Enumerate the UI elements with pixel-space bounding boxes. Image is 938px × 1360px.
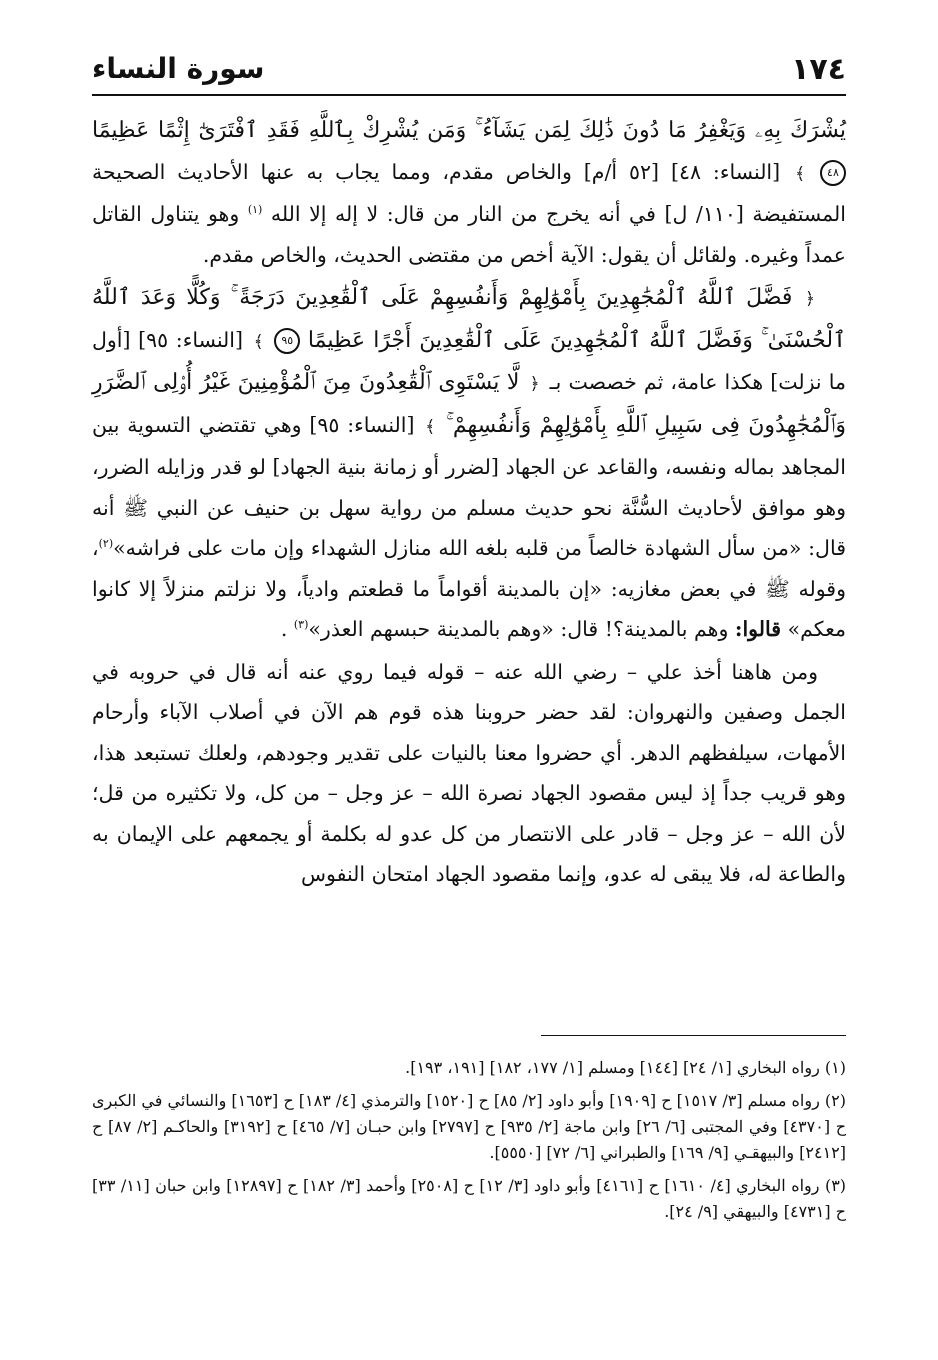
footnote-ref: (١) [247,203,263,217]
text-run: وهم بالمدينة؟! قال: [560,617,729,641]
paragraph-1 [92,110,846,275]
quran-verse: فَضَّلَ ٱللَّهُ ٱلْمُجَٰهِدِينَ بِأَمْوَٰلِهِمْ وَأَنفُسِهِمْ عَلَى ٱلْقَٰعِدِينَ دَرَجَةً ۚ وَكُلًّا وَعَدَ ٱللَّهُ ٱلْحُسْنَىٰ ۚ وَفَضَّلَ ٱللَّهُ ٱلْمُجَٰهِدِينَ عَلَى ٱلْقَٰعِدِينَ أَجْرًا عَظِيمًا [92,285,846,353]
paragraph-3 [92,652,846,895]
footnotes [92,1055,846,1232]
quran-verse: لَّا يَسْتَوِى ٱلْقَٰعِدُونَ مِنَ ٱلْمُؤْمِنِينَ غَيْرُ أُو۟لِى ٱلضَّرَرِ وَٱلْمُجَٰهِدُونَ فِى سَبِيلِ ٱللَّهِ بِأَمْوَٰلِهِمْ وَأَنفُسِهِمْ ۚ [92,370,846,438]
verse-reference: [النساء: ٤٨] [670,159,781,184]
footnote-2: (٢) رواه مسلم [٣/ ١٥١٧] ح [١٩٠٩] وأبو داود [٢/ ٨٥] ح [١٥٢٠] والترمذي [٤/ ١٨٣] ح [١٦٥٣] والنسائي في الكبرى ح [٤٣٧٠] وفي المجتبى [٦/ ٢٦] وابن ماجة [٢/ ٩٣٥] ح [٢٧٩٧] وابن حبـان [٧/ ٤٦٥] ح [٣١٩٢] والحاكـم [٢/ ٨٧] ح [٢٤١٢] والبيهقـي [٩/ ١٦٩] والطبراني [٦/ ٧٢] [٥٥٥٠]. [92,1091,847,1162]
text-run: ومن هاهنا أخذ علي – رضي الله عنه – قوله فيما روي عنه أنه قال في حروبه في الجمل وصفين والنهروان: لقد حضر حروبنا هذه قوم هم الآن في أصلاب الآباء وأرحام الأمهات، سيلفظهم الدهر. أي حضروا معنا بالنيات على تقدير وجودهم، ولعلك تستبعد هذا، وهو قريب جداً إذ ليس مقصود الجهاد نصرة الله – عز وجل – من كل، ولا تكثيره من قل؛ لأن الله – عز وجل – قادر على الانتصار من كل عدو له بكلمة أو يجمعهم على الإيمان به والطاعة له، فلا يبقى له عدو، وإنما مقصود الجهاد امتحان النفوس [92,659,846,886]
ayah-number-marker: ٩٥ [274,328,300,354]
page-number: ١٧٤ [791,52,846,87]
footnote-1: (١) رواه البخاري [١/ ٢٤] [١٤٤] ومسلم [١/ ١٧٧، ١٨٢] [١٩١، ١٩٣]. [405,1058,846,1077]
bold-text: قالوا: [734,617,782,641]
opening-bracket-ornament: ﴿ [529,374,540,394]
closing-bracket-ornament: ﴾ [425,416,436,437]
text-run: . [280,617,288,641]
running-title: سورة النساء [92,52,265,85]
footnote-separator [541,1035,846,1036]
closing-bracket-ornament: ﴾ [253,331,264,352]
main-text [92,110,846,895]
paragraph-2 [92,277,846,650]
text-run: [النساء: ٩٥] وهي تقتضي التسوية بين المجاهد بماله ونفسه، والقاعد عن الجهاد [لضرر أو زمانة بنية الجهاد] لو قدر وزايله الضرر، وهو موافق لأحاديث السُّنَّة نحو حديث مسلم من رواية سهل بن حنيف عن النبي ﷺ أنه قال: [92,412,846,560]
hadith-quote: «من سأل الشهادة خالصاً من قلبه بلغه الله منازل الشهداء وإن مات على فراشه» [113,536,802,560]
header-rule [92,94,846,96]
footnote-ref: (٣) [293,618,309,632]
footnote-3: (٣) رواه البخاري [٤/ ١٦١٠] ح [٤١٦١] وأبو داود [٣/ ١٢] ح [٢٥٠٨] وأحمد [٣/ ١٨٢] ح [١٢٨٩٧] وابن حبان [١١/ ٣٣] ح [٤٧٣١] والبيهقي [٩/ ٢٤]. [92,1176,847,1221]
text-run: [٥٢ أ/م] والخاص مقدم، ومما يجاب به عنها الأحاديث الصحيحة المستفيضة [١١٠/ ل] في أنه يخرج من النار من قال: لا إله إلا الله [92,159,846,226]
hadith-quote: «وهم بالمدينة حبسهم العذر» [308,617,554,641]
quran-verse: يُشْرَكَ بِهِۦ وَيَغْفِرُ مَا دُونَ ذَٰلِكَ لِمَن يَشَآءُ ۚ وَمَن يُشْرِكْ بِٱللَّهِ فَقَدِ ٱفْتَرَىٰٓ إِثْمًا عَظِيمًا [92,118,846,143]
text-run: [النساء: ٩٥] [أول ما نزلت] هكذا عامة، ثم خصصت بـ [92,327,846,394]
opening-bracket-ornament: ﴿ [805,289,815,309]
footnote-ref: (٢) [98,537,114,551]
page-header [92,50,846,100]
ayah-number-marker: ٤٨ [820,160,846,186]
text-run: ، وقوله ﷺ في بعض مغازيه: [92,536,846,601]
hadith-quote: «إن بالمدينة أقواماً ما قطعتم وادياً، ولا نزلتم منزلاً إلا كانوا معكم» [92,576,846,641]
closing-bracket-ornament: ﴾ [795,163,806,184]
text-run: وهو يتناول القاتل عمداً وغيره. ولقائل أن يقول: الآية أخص من مقتضى الحديث، والخاص مقدم. [92,202,846,267]
